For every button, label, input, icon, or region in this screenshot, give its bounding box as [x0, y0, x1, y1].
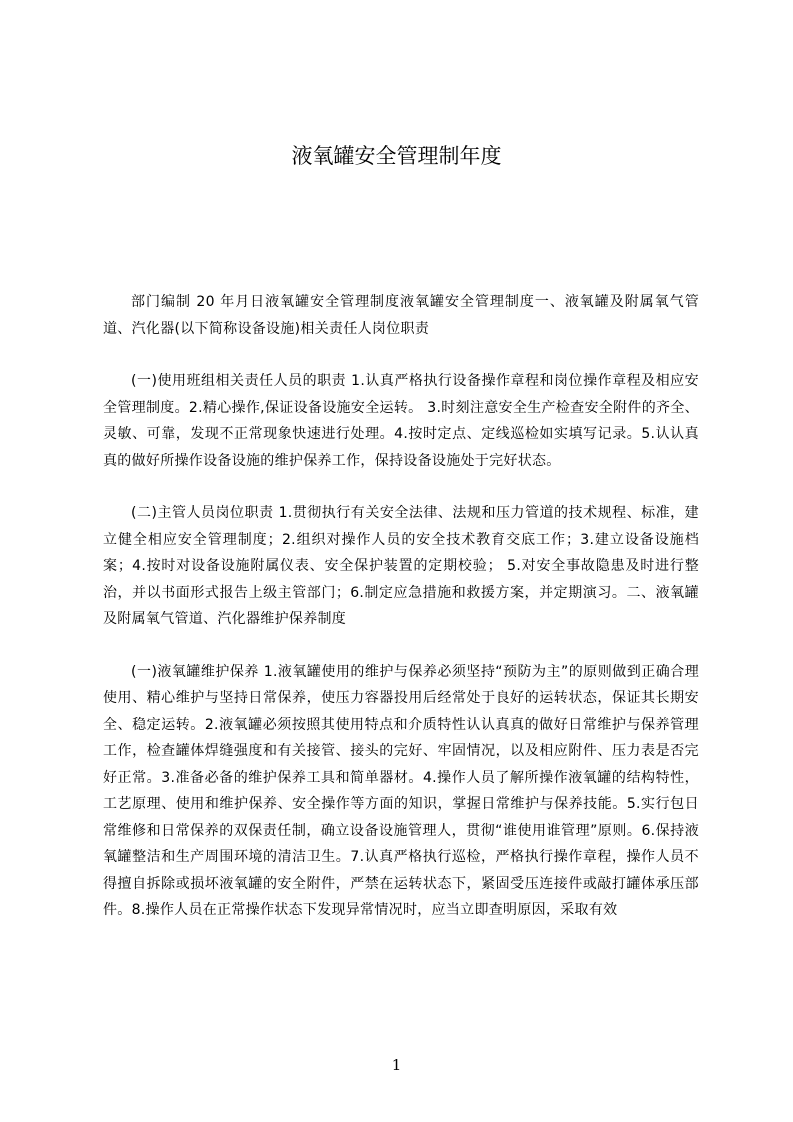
paragraph-manager-duties: (二)主管人员岗位职责 1.贯彻执行有关安全法律、法规和压力管道的技术规程、标准，建立健全相应安全管理制度；2.组织对操作人员的安全技术教育交底工作；3.建立设备设施档案；4.按时对设备设施附属仪表、安全保护装置的定期校验； 5.对安全事故隐患及时进行整治，并以书面形式报告上级主管部门；6.制定应急措施和救援方案，并定期演习。二、液氧罐及附属氧气管道、汽化器维护保养制度	[103, 505, 699, 627]
page-number: 1	[391, 1056, 402, 1074]
paragraph-team-duties: (一)使用班组相关责任人员的职责 1.认真严格执行设备操作章程和岗位操作章程及相应安全管理制度。2.精心操作,保证设备设施安全运转。 3.时刻注意安全生产检查安全附件的齐全、灵敏、可靠，发现不正常现象快速进行处理。4.按时定点、定线巡检如实填写记录。5.认认真真的做好所操作设备设施的维护保养工作，保持设备设施处于完好状态。	[103, 373, 699, 469]
paragraph-intro: 部门编制 20 年月日液氧罐安全管理制度液氧罐安全管理制度一、液氧罐及附属氧气管道、汽化器(以下简称设备设施)相关责任人岗位职责	[103, 294, 699, 337]
document-title: 液氧罐安全管理制年度	[291, 144, 502, 168]
document-body	[103, 289, 699, 950]
paragraph-tank-maintenance: (一)液氧罐维护保养 1.液氧罐使用的维护与保养必须坚持“预防为主”的原则做到正确合理使用、精心维护与坚持日常保养，使压力容器投用后经常处于良好的运转状态，保证其长期安全、稳定运转。2.液氧罐必须按照其使用特点和介质特性认认真真的做好日常维护与保养管理工作，检查罐体焊缝强度和有关接管、接头的完好、牢固情况，以及相应附件、压力表是否完好正常。3.准备必备的维护保养工具和简单器材。4.操作人员了解所操作液氧罐的结构特性，工艺原理、使用和维护保养、安全操作等方面的知识，掌握日常维护与保养技能。5.实行包日常维修和日常保养的双保责任制，确立设备设施管理人，贯彻“谁使用谁管理”原则。6.保持液氧罐整洁和生产周围环境的清洁卫生。7.认真严格执行巡检，严格执行操作章程，操作人员不得擅自拆除或损坏液氧罐的安全附件，严禁在运转状态下，紧固受压连接件或敲打罐体承压部件。8.操作人员在正常操作状态下发现异常情况时，应当立即查明原因，采取有效	[103, 663, 699, 918]
